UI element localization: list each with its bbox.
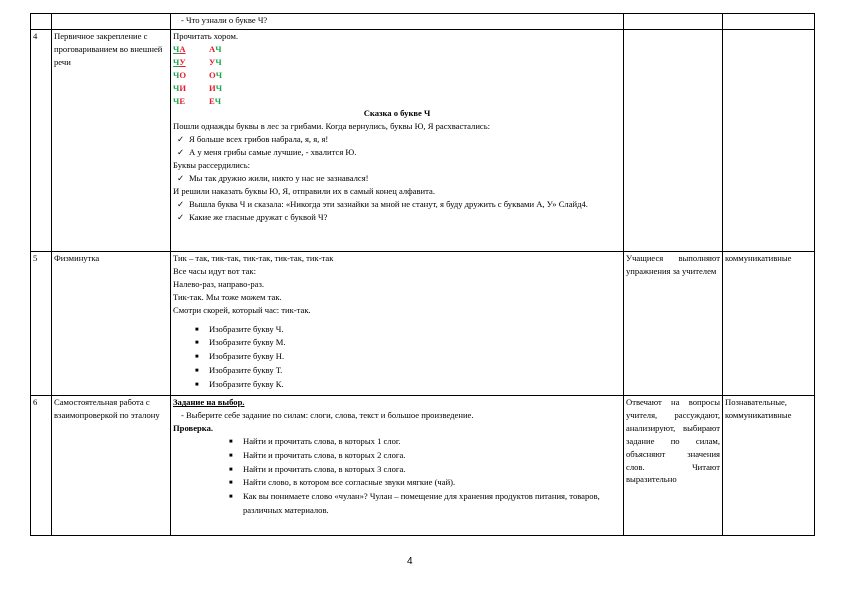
list-item: ■ Изобразите букву К. xyxy=(173,378,621,392)
stage-name: Самостоятельная работа с взаимопроверкой по эталону xyxy=(52,396,171,536)
syllable-pair: ЧИ ИЧ xyxy=(173,82,222,93)
list-item: ■ Изобразите букву Ч. xyxy=(173,323,621,337)
list-item: ■ Изобразите букву Н. xyxy=(173,350,621,364)
check-item: ✓ Я больше всех грибов набрала, я, я, я! xyxy=(177,134,329,145)
square-bullet-icon: ■ xyxy=(195,368,199,375)
checkmark-icon: ✓ xyxy=(177,147,185,158)
student-activity: Учащиеся выполняют упражнения за учителем xyxy=(624,252,723,396)
content-cell: Прочитать хором. ЧА АЧ ЧУ УЧ ЧО ОЧ ЧИ ИЧ ЧЕ ЕЧ Сказка о букве Ч Пошли однажды буквы в лес за грибами. Когда вернулись, буквы Ю, Я расхвастались: ✓ Я больше всех грибов набрала, я, я, я! ✓ А у меня грибы самые лучшие, - хвалится Ю. Буквы рассердились: ✓ Мы так дружно жили, никто у нас не зазнавался! И решили наказать буквы Ю, Я, отправили их в самый конец алфавита. ✓ Вышла буква Ч и сказала: «Никогда эти зазнайки за мной не станут, я буду дружить с буквами А, У» Слайд4. ✓ Какие же гласные дружат с буквой Ч? xyxy=(171,30,624,252)
square-bullet-icon: ■ xyxy=(195,340,199,347)
table-row xyxy=(31,14,815,30)
check-item: ✓ А у меня грибы самые лучшие, - хвалится Ю. xyxy=(177,147,357,158)
list-item: ■ Изобразите букву Т. xyxy=(173,364,621,378)
stage-number: 6 xyxy=(31,396,52,536)
stage-name: Физминутка xyxy=(52,252,171,396)
table-row xyxy=(31,396,815,536)
check-item: ✓ Вышла буква Ч и сказала: «Никогда эти зазнайки за мной не станут, я буду дружить с буквами А, У» Слайд4. xyxy=(177,198,588,209)
content-cell: - Что узнали о букве Ч? xyxy=(171,14,624,30)
uud-cell: Познавательные, коммуникативные xyxy=(723,396,815,536)
table-row xyxy=(31,252,815,396)
syllable-pair: ЧА АЧ xyxy=(173,43,222,54)
square-bullet-icon: ■ xyxy=(229,494,233,501)
square-bullet-icon: ■ xyxy=(195,326,199,333)
checkmark-icon: ✓ xyxy=(177,134,185,145)
check-item: ✓ Мы так дружно жили, никто у нас не зазнавался! xyxy=(177,172,369,183)
content-cell: Задание на выбор. - Выберите себе задание по силам: слоги, слова, текст и большое произведение. Проверка. ■ Найти и прочитать слова, в которых 1 слог. ■ Найти и прочитать слова, в которых 2 слога. ■ Найти и прочитать слова, в которых 3 слога. ■ Найти слово, в котором все согласные звуки мягкие (чай). ■ Как вы понимаете слово «чулан»? Чулан – помещение для хранения продуктов питания, товаров, различных материалов. xyxy=(171,396,624,536)
content-cell: Тик – так, тик-так, тик-так, тик-так, тик-так Все часы идут вот так: Налево-раз, направо-раз. Тик-так. Мы тоже можем так. Смотри скорей, который час: тик-так. ■ Изобразите букву Ч. ■ Изобразите букву М. ■ Изобразите букву Н. ■ Изобразите букву Т. ■ Изобразите букву К. xyxy=(171,252,624,396)
checkmark-icon: ✓ xyxy=(177,211,185,222)
list-item: ■ Найти слово, в котором все согласные звуки мягкие (чай). xyxy=(173,476,621,490)
syllable-pair: ЧУ УЧ xyxy=(173,56,222,67)
checkmark-icon: ✓ xyxy=(177,172,185,183)
lesson-plan-table xyxy=(30,13,815,536)
list-item: ■ Изобразите букву М. xyxy=(173,336,621,350)
check-item: ✓ Какие же гласные дружат с буквой Ч? xyxy=(177,211,328,222)
square-bullet-icon: ■ xyxy=(229,480,233,487)
stage-number: 4 xyxy=(31,30,52,252)
list-item: ■ Как вы понимаете слово «чулан»? Чулан – помещение для хранения продуктов питания, товаров, различных материалов. xyxy=(229,491,600,516)
stage-name: Первичное закрепление с проговариванием во внешней речи xyxy=(52,30,171,252)
page-number: 4 xyxy=(407,556,413,567)
list-item: ■ Найти и прочитать слова, в которых 1 слог. xyxy=(173,435,621,449)
square-bullet-icon: ■ xyxy=(195,382,199,389)
syllable-pair: ЧЕ ЕЧ xyxy=(173,95,222,106)
square-bullet-icon: ■ xyxy=(229,438,233,445)
table-row xyxy=(31,30,815,252)
list-item: ■ Найти и прочитать слова, в которых 3 слога. xyxy=(173,463,621,477)
square-bullet-icon: ■ xyxy=(229,466,233,473)
square-bullet-icon: ■ xyxy=(195,354,199,361)
uud-cell: коммуникативные xyxy=(723,252,815,396)
list-item: ■ Найти и прочитать слова, в которых 2 слога. xyxy=(173,449,621,463)
stage-number: 5 xyxy=(31,252,52,396)
syllable-pair: ЧО ОЧ xyxy=(173,69,222,80)
tale-title: Сказка о букве Ч xyxy=(363,108,431,119)
square-bullet-icon: ■ xyxy=(229,452,233,459)
checkmark-icon: ✓ xyxy=(177,198,185,209)
student-activity: Отвечают на вопросы учителя, рассуждают, анализируют, выбирают задание по силам, объясняют значения слов. Читают выразительно xyxy=(624,396,723,536)
